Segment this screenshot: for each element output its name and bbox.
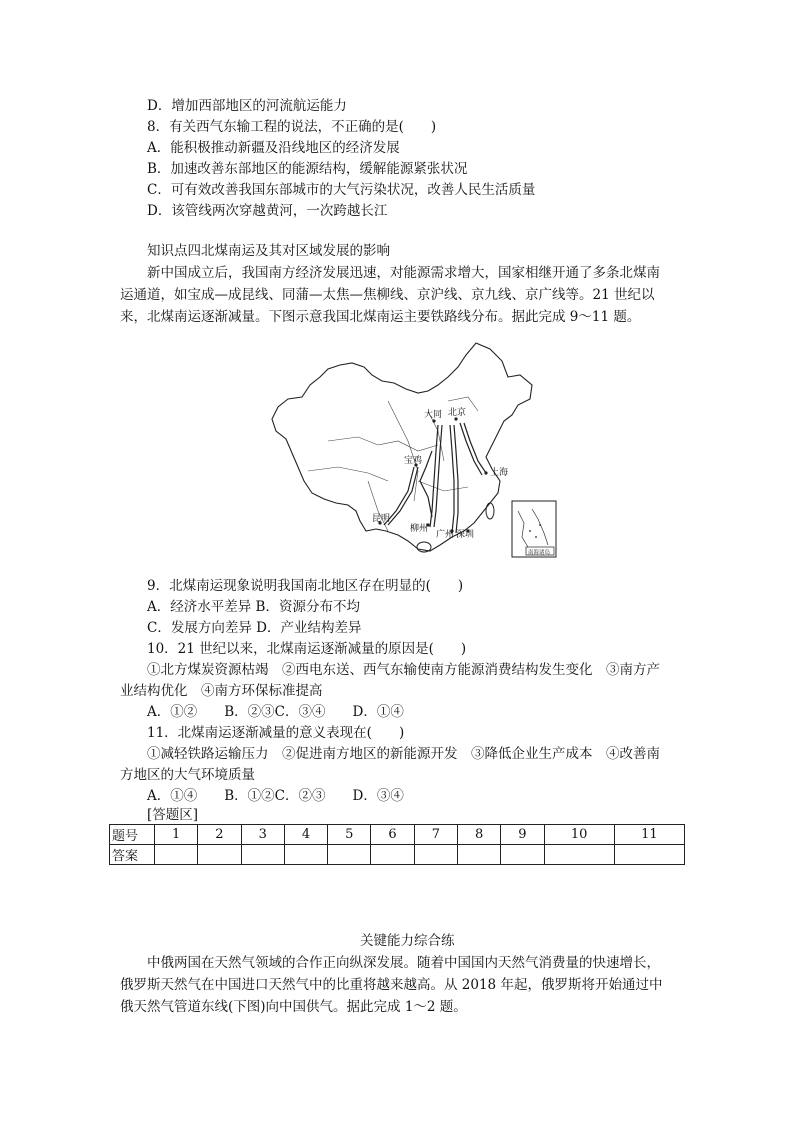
- answer-cell[interactable]: [501, 845, 544, 865]
- answer-area-label: [答题区]: [147, 807, 199, 823]
- city-label-datong: 大同: [424, 410, 443, 420]
- coal-railways: [384, 423, 486, 533]
- answer-cell[interactable]: [155, 845, 198, 865]
- q7-option-d: D．增加西部地区的河流航运能力: [147, 98, 347, 114]
- question-number-cell: 3: [241, 825, 284, 845]
- answer-cell[interactable]: [328, 845, 371, 865]
- answer-cell[interactable]: [457, 845, 500, 865]
- gas-paragraph-line-3: 俄天然气管道东线(下图)向中国供气。据此完成 1～2 题。: [120, 999, 467, 1015]
- q11-statements-line-2: 方地区的大气环境质量: [120, 767, 255, 783]
- q8-option-b: B．加速改善东部地区的能源结构，缓解能源紧张状况: [147, 161, 468, 177]
- city-label-shenzhen: 深圳: [456, 530, 475, 540]
- city-label-guangzhou: 广州: [436, 530, 455, 540]
- intro-paragraph-line-3: 来，北煤南运逐渐减量。下图示意我国北煤南运主要铁路线分布。据此完成 9～11 题。: [120, 309, 641, 325]
- answer-cell[interactable]: [241, 845, 284, 865]
- city-label-baoji: 宝鸡: [404, 456, 423, 466]
- taiwan-island: [486, 503, 494, 519]
- answer-cell[interactable]: [414, 845, 457, 865]
- answer-cell[interactable]: [198, 845, 241, 865]
- q8-option-c: C．可有效改善我国东部城市的大气污染状况，改善人民生活质量: [147, 182, 536, 198]
- q8-option-d: D．该管线两次穿越黄河，一次跨越长江: [147, 203, 388, 219]
- q11-statements-line-1: ①减轻铁路运输压力 ②促进南方地区的新能源开发 ③降低企业生产成本 ④改善南: [147, 746, 660, 762]
- answer-cell[interactable]: [371, 845, 414, 865]
- city-label-liuzhou: 柳州: [410, 524, 429, 534]
- city-label-beijing: 北京: [448, 408, 467, 418]
- q10-stem: 10．21 世纪以来，北煤南运逐渐减量的原因是( ): [147, 641, 467, 657]
- answer-table-answer-row: [110, 845, 685, 865]
- key-ability-heading: 关键能力综合练: [360, 933, 455, 949]
- gas-paragraph-line-2: 俄罗斯天然气在中国进口天然气中的比重将越来越高。从 2018 年起，俄罗斯将开始通过中: [120, 977, 663, 993]
- answer-table-header-row: [110, 825, 685, 845]
- question-number-label: 题号: [110, 825, 155, 845]
- q9-stem: 9．北煤南运现象说明我国南北地区存在明显的( ): [147, 578, 464, 594]
- q10-statements-line-2: 业结构优化 ④南方环保标准提高: [120, 683, 323, 699]
- q9-option-cd: C．发展方向差异 D．产业结构差异: [147, 620, 362, 636]
- q11-options: A．①④ B．①②C．②③ D．③④: [147, 788, 404, 804]
- answer-cell[interactable]: [284, 845, 327, 865]
- question-number-cell: 1: [155, 825, 198, 845]
- question-number-cell: 4: [284, 825, 327, 845]
- q9-option-ab: A．经济水平差异 B．资源分布不均: [147, 599, 360, 615]
- answer-cell[interactable]: [544, 845, 614, 865]
- question-number-cell: 7: [414, 825, 457, 845]
- intro-paragraph-line-1: 新中国成立后，我国南方经济发展迅速，对能源需求增大，国家相继开通了多条北煤南: [147, 265, 660, 281]
- q8-stem: 8．有关西气东输工程的说法，不正确的是( ): [147, 119, 437, 135]
- intro-paragraph-line-2: 运通道，如宝成—成昆线、同蒲—太焦—焦柳线、京沪线、京九线、京广线等。21 世纪以: [120, 287, 655, 303]
- section-heading: 知识点四北煤南运及其对区域发展的影响: [147, 243, 390, 259]
- q10-statements-line-1: ①北方煤炭资源枯竭 ②西电东送、西气东输使南方能源消费结构发生变化 ③南方产: [147, 662, 660, 678]
- q10-options: A．①② B．②③C．③④ D．①④: [147, 704, 404, 720]
- question-number-cell: 2: [198, 825, 241, 845]
- q8-option-a: A．能积极推动新疆及沿线地区的经济发展: [147, 140, 400, 156]
- coal-railway-map: [268, 341, 560, 563]
- answer-table: [109, 824, 685, 865]
- question-number-cell: 10: [544, 825, 614, 845]
- question-number-cell: 6: [371, 825, 414, 845]
- gas-paragraph-line-1: 中俄两国在天然气领域的合作正向纵深发展。随着中国国内天然气消费量的快速增长，: [147, 955, 660, 971]
- city-label-kunming: 昆明: [372, 514, 391, 524]
- q11-stem: 11．北煤南运逐渐减量的意义表现在( ): [147, 725, 405, 741]
- question-number-cell: 9: [501, 825, 544, 845]
- question-number-cell: 5: [328, 825, 371, 845]
- answer-cell[interactable]: [614, 845, 684, 865]
- inset-label: 南海诸岛: [528, 550, 551, 556]
- city-markers: [378, 417, 487, 532]
- question-number-cell: 8: [457, 825, 500, 845]
- question-number-cell: 11: [614, 825, 684, 845]
- china-outline: [272, 343, 532, 551]
- south-china-sea-inset: [512, 501, 556, 557]
- answer-label: 答案: [110, 845, 155, 865]
- city-label-shanghai: 上海: [490, 468, 509, 478]
